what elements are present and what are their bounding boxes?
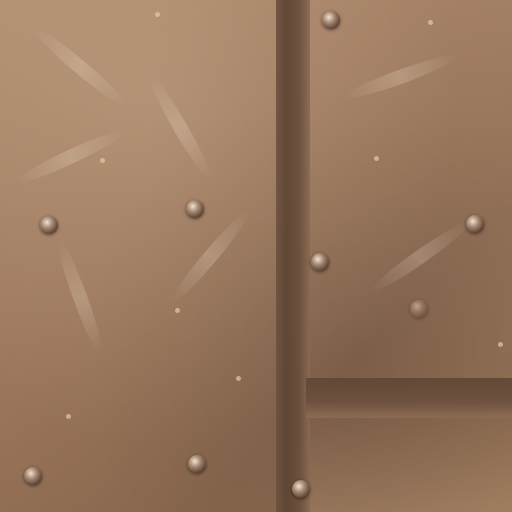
rivet <box>311 253 329 271</box>
surface-speck <box>374 156 379 161</box>
surface-speck <box>428 20 433 25</box>
rivet <box>292 480 310 498</box>
rivet <box>466 215 484 233</box>
rivet <box>24 467 42 485</box>
rivet <box>40 216 58 234</box>
surface-speck <box>66 414 71 419</box>
surface-speck <box>100 158 105 163</box>
rivet <box>186 200 204 218</box>
horizontal-seam <box>306 378 512 418</box>
metal-panel-right-bottom <box>306 418 512 512</box>
surface-speck <box>236 376 241 381</box>
metal-panel-right-top <box>306 0 512 378</box>
surface-speck <box>175 308 180 313</box>
vertical-seam <box>276 0 310 512</box>
rivet <box>322 11 340 29</box>
surface-speck <box>498 342 503 347</box>
rivet <box>410 300 428 318</box>
surface-speck <box>155 12 160 17</box>
rivet <box>188 455 206 473</box>
